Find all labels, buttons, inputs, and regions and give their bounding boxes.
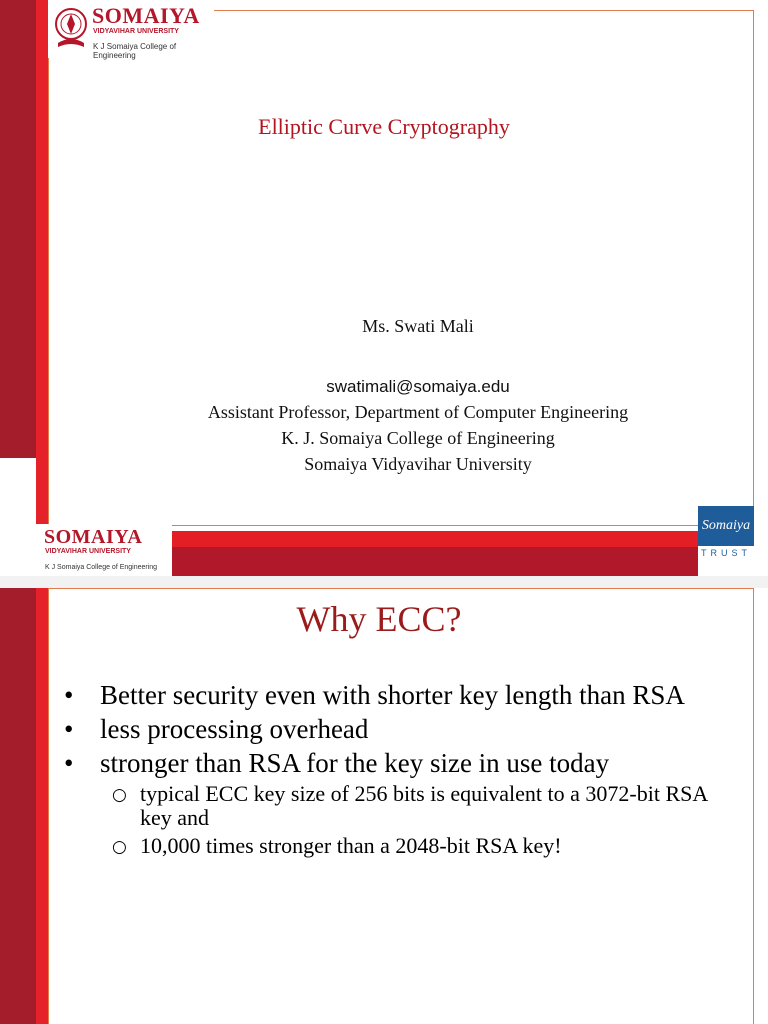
left-accent-bar	[0, 588, 36, 1024]
college-name: K. J. Somaiya College of Engineering	[281, 428, 555, 448]
author-name: Ms. Swati Mali	[362, 316, 474, 336]
somaiya-emblem-icon	[54, 5, 88, 51]
sub-bullet-text: typical ECC key size of 256 bits is equivalent to a 3072-bit RSA key and	[140, 781, 708, 830]
trust-logo-label: TRUST	[701, 548, 751, 558]
bullet-icon: •	[64, 748, 74, 778]
university-name: Somaiya Vidyavihar University	[304, 454, 532, 474]
circle-bullet-icon: ○	[112, 785, 127, 805]
presentation-title: Elliptic Curve Cryptography	[258, 114, 510, 139]
left-accent-bar-inner	[36, 0, 48, 576]
sub-bullet-item	[64, 834, 744, 858]
sub-bullet-text: 10,000 times stronger than a 2048-bit RSA key!	[140, 833, 562, 858]
author-position: Assistant Professor, Department of Computer Engineering	[207, 402, 629, 422]
bullet-text: less processing overhead	[100, 714, 369, 744]
bullet-item	[64, 748, 744, 778]
bullet-item	[64, 680, 744, 710]
bullet-text: stronger than RSA for the key size in use today	[100, 748, 610, 778]
footer-logo-wordmark: SOMAIYA	[44, 526, 143, 548]
bullet-item	[64, 714, 744, 744]
footer-somaiya-logo	[36, 524, 172, 576]
bullet-list	[64, 680, 744, 862]
bullet-text: Better security even with shorter key length than RSA	[100, 680, 685, 710]
somaiya-logo	[48, 0, 214, 58]
footer-logo-university: VIDYAVIHAR UNIVERSITY	[45, 548, 131, 555]
slide-title: Why ECC?	[296, 599, 462, 639]
sub-bullet-item	[64, 782, 744, 830]
bullet-icon: •	[64, 714, 74, 744]
circle-bullet-icon: ○	[112, 837, 127, 857]
logo-university: VIDYAVIHAR UNIVERSITY	[93, 28, 179, 35]
logo-wordmark: SOMAIYA	[92, 3, 200, 28]
trust-logo-script: Somaiya	[698, 506, 754, 546]
somaiya-trust-logo	[698, 506, 754, 564]
footer-logo-college: K J Somaiya College of Engineering	[45, 564, 158, 571]
logo-college: K J Somaiya College of Engineering	[93, 42, 177, 60]
footer-red-band	[172, 531, 698, 547]
bullet-icon: •	[64, 680, 74, 710]
author-email: swatimali@somaiya.edu	[326, 377, 510, 396]
slide-gap	[0, 576, 768, 588]
content-slide	[0, 588, 768, 1024]
footer-dark-band	[172, 547, 698, 576]
left-accent-bar-inner	[36, 588, 48, 1024]
